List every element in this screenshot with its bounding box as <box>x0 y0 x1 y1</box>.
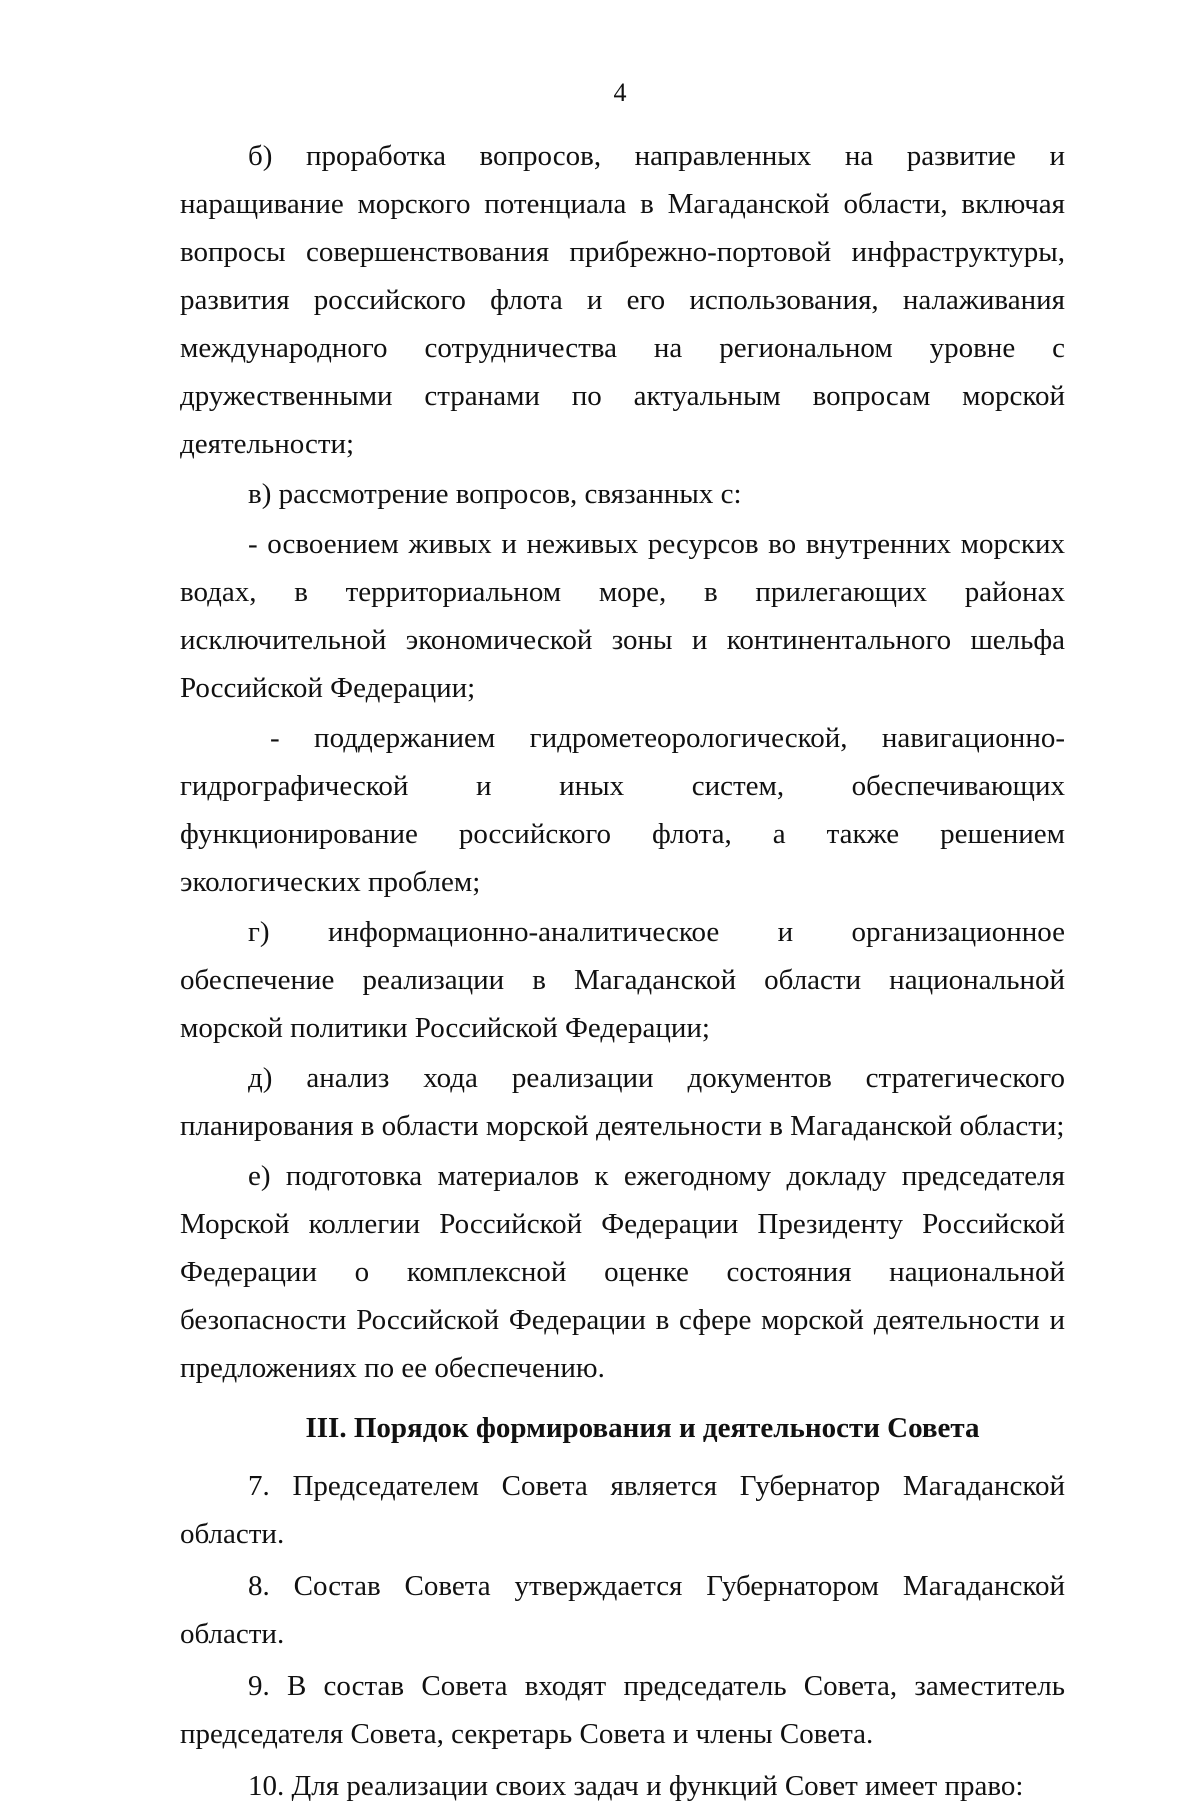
list-item-resources: - освоением живых и неживых ресурсов во внутренних морских водах, в территориальном море, в прилегающих районах исключительной экономической зоны и континентального шельфа Российской Федерации; <box>180 528 1065 704</box>
paragraph-8-composition: 8. Состав Совета утверждается Губернатором Магаданской области. <box>180 1570 1065 1650</box>
paragraph-v-consideration: в) рассмотрение вопросов, связанных с: <box>248 478 742 510</box>
page-number: 4 <box>613 78 627 107</box>
paragraph-e-materials: е) подготовка материалов к ежегодному докладу председателя Морской коллегии Российской Федерации Президенту Российской Федерации о комплексной оценке состояния национальной безопасности Российской Федерации в сфере морской деятельности и предложениях по ее обеспечению. <box>180 1160 1065 1384</box>
paragraph-g-support: г) информационно-аналитическое и организационное обеспечение реализации в Магаданской области национальной морской политики Российской Федерации; <box>180 916 1065 1044</box>
paragraph-b-development: б) проработка вопросов, направленных на развитие и наращивание морского потенциала в Магаданской области, включая вопросы совершенствования прибрежно-портовой инфраструктуры, развития российского флота и его использования, налаживания международного сотрудничества на региональном уровне с дружественными странами по актуальным вопросам морской деятельности; <box>180 140 1065 460</box>
paragraph-10-rights: 10. Для реализации своих задач и функций Совет имеет право: <box>248 1770 1024 1802</box>
paragraph-9-members: 9. В состав Совета входят председатель Совета, заместитель председателя Совета, секретарь Совета и члены Совета. <box>180 1670 1065 1750</box>
list-item-systems: - поддержанием гидрометеорологической, навигационно-гидрографической и иных систем, обеспечивающих функционирование российского флота, а также решением экологических проблем; <box>180 722 1065 898</box>
paragraph-7-chairman: 7. Председателем Совета является Губернатор Магаданской области. <box>180 1470 1065 1550</box>
document-body <box>180 132 1065 1814</box>
paragraph-d-analysis: д) анализ хода реализации документов стратегического планирования в области морской деятельности в Магаданской области; <box>180 1062 1065 1142</box>
section-heading: III. Порядок формирования и деятельности Совета <box>305 1412 980 1444</box>
